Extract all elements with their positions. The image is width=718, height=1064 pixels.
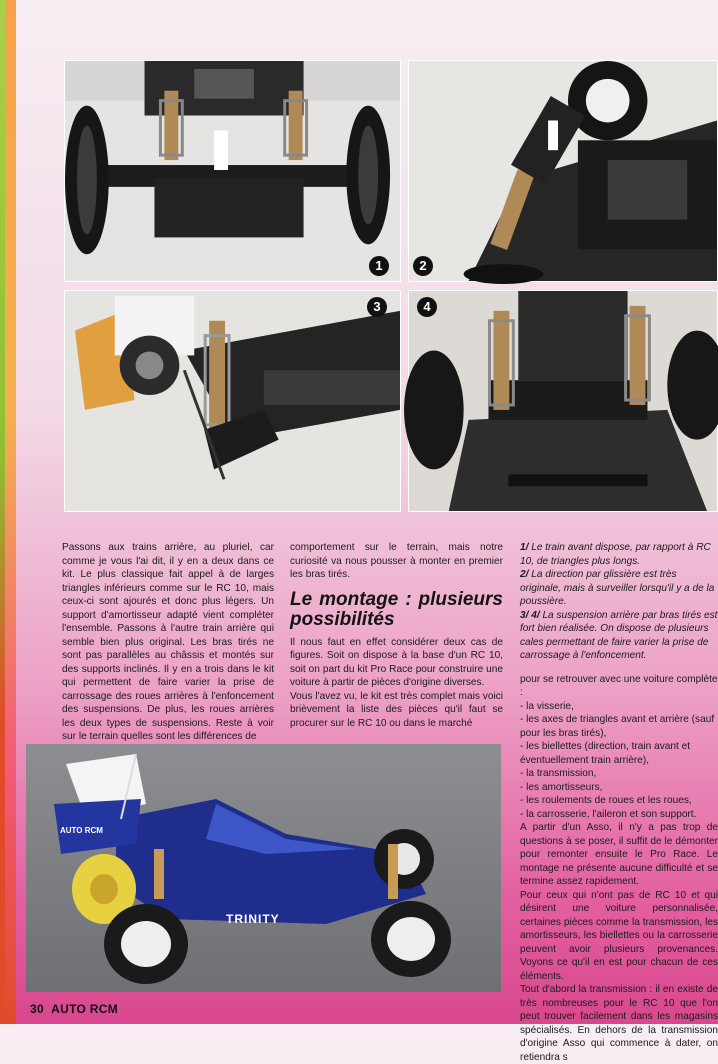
paragraph-intro: comportement sur le terrain, mais notre curiosité va nous pousser à monter en premier les bras tirés. bbox=[290, 542, 503, 580]
car-wing-logo: AUTO RCM bbox=[60, 826, 103, 835]
parts-list bbox=[520, 700, 718, 822]
section-heading: Le montage : plusieurs possibilités bbox=[290, 588, 503, 630]
list-intro: pour se retrouver avec une voiture complète : bbox=[520, 673, 718, 698]
photo-caption-2 bbox=[520, 568, 718, 609]
page-footer bbox=[30, 1002, 118, 1016]
text-column-2 bbox=[290, 541, 503, 730]
photo-number-4: 4 bbox=[417, 297, 437, 317]
paragraph: Tout d'abord la transmission : il en existe de très nombreuses pour le RC 10 que l'on peut trouver facilement dans les magasins spécialisés. En dehors de la transmission d'origine Asso qui commence à dater, on retiendra s bbox=[520, 984, 718, 1063]
caption-text: La suspension arrière par bras tirés est fort bien réalisée. On dispose de plusieurs cales permettant de faire varier la prise de carrossage à l'enfoncement. bbox=[520, 609, 718, 661]
list-item: - les amortisseurs, bbox=[520, 781, 603, 793]
list-item: - les roulements de roues et les roues, bbox=[520, 795, 692, 806]
photo-steering bbox=[408, 60, 718, 282]
photo-number-3: 3 bbox=[367, 297, 387, 317]
list-item: - la visserie, bbox=[520, 700, 574, 712]
paragraph: A partir d'un Asso, il n'y a pas trop de questions à se poser, il suffit de le démonter pour remonter ensuite le Pro Race. Le montage ne présente aucune difficulté et se termine assez rapidement. bbox=[520, 822, 718, 887]
photo-number-2: 2 bbox=[413, 256, 433, 276]
paragraph: Passons aux trains arrière, au pluriel, car comme je vous l'ai dit, il y en a deux dans ce kit. Le plus classique fait appel à de larges triangles inférieurs comme sur le RC 10, mais ceux-ci sont ajourés et donc plus légers. Un support d'amortisseur adapté vient compléter l'ensemble. Passons à l'autre train arrière qui semble bien plus original. Les bras tirés ne sont pas parallèles au châssis et montés sur des supports inclinés. Il y en a trois dans le kit qui permettent de faire varier la prise de carrossage des roues arrières à l'enfoncement des suspensions. De plus, les roues arrières les deux types de suspensions. Reste à voir sur le terrain quelles sont les différences de bbox=[62, 542, 274, 742]
magazine-name: AUTO RCM bbox=[51, 1002, 118, 1016]
photo-front-suspension bbox=[64, 60, 401, 282]
photo-caption-3 bbox=[520, 609, 718, 663]
photo-caption-1 bbox=[520, 541, 718, 568]
caption-label: 2/ bbox=[520, 569, 529, 580]
photo-number-1: 1 bbox=[369, 256, 389, 276]
list-item: - les axes de triangles avant et arrière (sauf pour les bras tirés), bbox=[520, 714, 715, 739]
photo-rear-trailing-arms bbox=[408, 290, 718, 512]
page-number: 30 bbox=[30, 1002, 44, 1016]
car-body-logo: TRINITY bbox=[226, 912, 280, 926]
paragraph: Il nous faut en effet considérer deux cas de figures. Soit on dispose à la base d'un RC 10, soit on part du kit Pro Race pour construire une voiture à partir de pièces d'origine diverses. bbox=[290, 636, 503, 688]
list-item: - la transmission, bbox=[520, 768, 597, 779]
caption-text: Le train avant dispose, par rapport à RC 10, de triangles plus longs. bbox=[520, 542, 711, 567]
paragraph: Pour ceux qui n'ont pas de RC 10 et qui désirent une voiture personnalisée, certaines pièces comme la transmission, les amortisseurs, les biellettes ou la carrosserie peuvent avoir plusieurs provenances. Voyons ce qu'il en est pour chacun de ces éléments. bbox=[520, 889, 718, 982]
text-column-3 bbox=[520, 541, 718, 1063]
photo-rc-car bbox=[26, 744, 501, 992]
list-item: - la carrosserie, l'aileron et son support. bbox=[520, 808, 697, 820]
page-edge-strip-secondary bbox=[5, 0, 16, 1024]
caption-text: La direction par glissière est très originale, mais à surveiller lorsqu'il y a de la poussière. bbox=[520, 569, 715, 607]
list-item: - les biellettes (direction, train avant et éventuellement train arrière), bbox=[520, 741, 690, 766]
caption-label: 1/ bbox=[520, 542, 529, 553]
photo-rear-gearbox bbox=[64, 290, 401, 512]
text-column-1 bbox=[62, 541, 274, 744]
paragraph: Vous l'avez vu, le kit est très complet mais voici brièvement la liste des pièces qu'il faut se procurer sur le RC 10 ou dans le marché bbox=[290, 690, 503, 729]
caption-label: 3/ 4/ bbox=[520, 609, 540, 621]
